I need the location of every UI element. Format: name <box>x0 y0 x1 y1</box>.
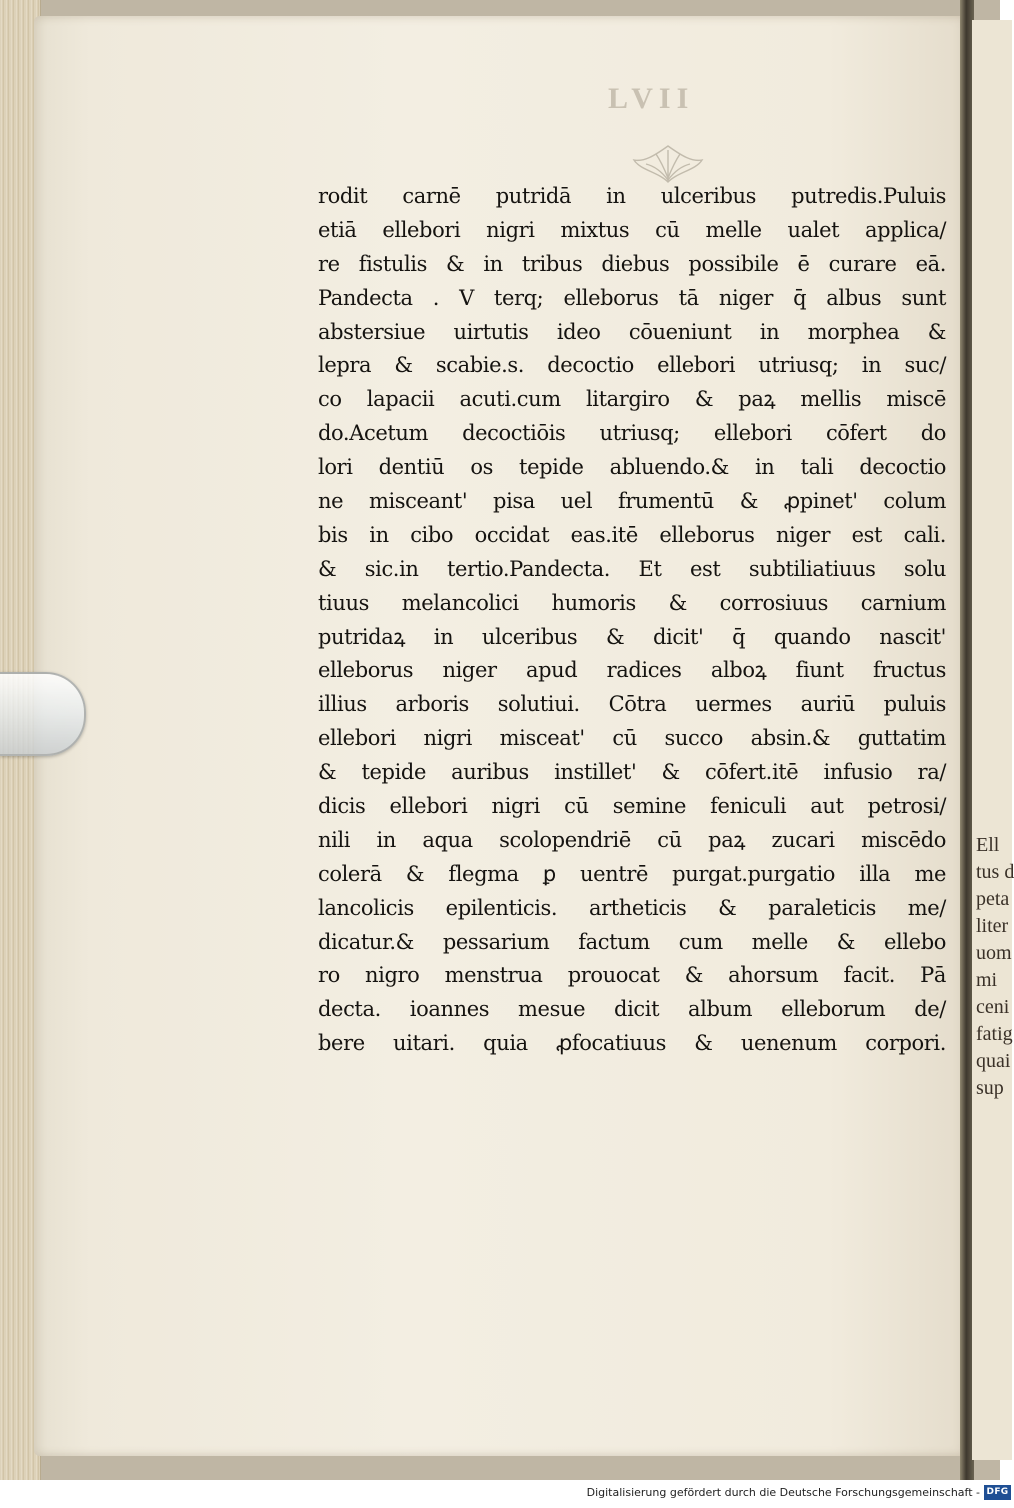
text-line: putridaꝝ in ulceribus & dicit' q̄ quando nascit' <box>318 624 946 649</box>
next-page-fragment-line: quai <box>976 1050 1011 1072</box>
text-line: & tepide auribus instillet' & cōfert.itē infusio ra/ <box>318 760 946 785</box>
page-clip <box>0 672 86 756</box>
text-line: lancolicis epilenticis. artheticis & paraleticis me/ <box>318 895 946 920</box>
text-line: colerā & flegma ꝑ uentrē purgat.purgatio illa me <box>318 861 946 886</box>
next-page-fragment-line: liter <box>976 915 1009 937</box>
text-line: bis in cibo occidat eas.itē elleborus niger est cali. <box>318 522 946 547</box>
page-number: LVII <box>608 82 695 115</box>
text-line: lori dentiū os tepide abluendo.& in tali decoctio <box>318 455 946 480</box>
text-line: dicatur.& pessarium factum cum melle & ellebo <box>318 929 946 954</box>
next-page-fragment-line: peta <box>976 888 1010 910</box>
text-line: & sic.in tertio.Pandecta. Et est subtiliatiuus solu <box>318 556 946 581</box>
next-page-fragment-line: Ell <box>976 834 1000 856</box>
text-line: elleborus niger apud radices alboꝝ fiunt fructus <box>318 658 946 683</box>
text-line: ro nigro menstrua prouocat & ahorsum facit. Pā <box>318 963 946 988</box>
next-page-fragment-line: fatig <box>976 1023 1013 1045</box>
text-line: nili in aqua scolopendriē cū paꝝ zucari miscēdo <box>318 827 946 852</box>
text-line: re fistulis & in tribus diebus possibile ē curare eā. <box>318 251 946 276</box>
text-line: illius arboris solutiui. Cōtra uermes auriū puluis <box>318 692 946 717</box>
text-line: tiuus melancolici humoris & corrosiuus carnium <box>318 590 946 615</box>
text-line: abstersiue uirtutis ideo cōueniunt in morphea & <box>318 319 946 344</box>
next-page-edge <box>972 20 1012 1460</box>
text-line: Pandecta . V terq; elleborus tā niger q̄ albus sunt <box>318 285 946 310</box>
next-page-text-fragment <box>976 832 1014 1102</box>
next-page-fragment-line: uom <box>976 942 1012 964</box>
text-line: ne misceant' pisa uel frumentū & ꝓpinet' colum <box>318 489 946 514</box>
text-line: bere uitari. quia ꝓfocatiuus & uenenum corpori. <box>318 1031 946 1056</box>
next-page-fragment-line: ceni <box>976 996 1010 1018</box>
text-line: ellebori nigri misceat' cū succo absin.& guttatim <box>318 726 946 751</box>
next-page-fragment-line: tus d <box>976 861 1014 883</box>
text-line: decta. ioannes mesue dicit album elleborum de/ <box>318 997 946 1022</box>
footer-credit: Digitalisierung gefördert durch die Deutsche Forschungsgemeinschaft - <box>586 1486 980 1499</box>
text-line: etiā ellebori nigri mixtus cū melle ualet applica/ <box>318 217 946 242</box>
page-text <box>318 180 946 1061</box>
text-line: dicis ellebori nigri cū semine feniculi aut petrosi/ <box>318 794 946 819</box>
text-line: lepra & scabie.s. decoctio ellebori utriusq; in suc/ <box>318 353 946 378</box>
next-page-fragment-line: sup <box>976 1077 1004 1099</box>
text-line: rodit carnē putridā in ulceribus putredis.Puluis <box>318 184 946 208</box>
text-line: co lapacii acuti.cum litargiro & paꝝ mellis miscē <box>318 387 946 412</box>
next-page-fragment-line: mi <box>976 969 998 991</box>
text-line: do.Acetum decoctiōis utriusq; ellebori cōfert do <box>318 421 946 446</box>
dfg-logo: DFG <box>984 1485 1011 1500</box>
